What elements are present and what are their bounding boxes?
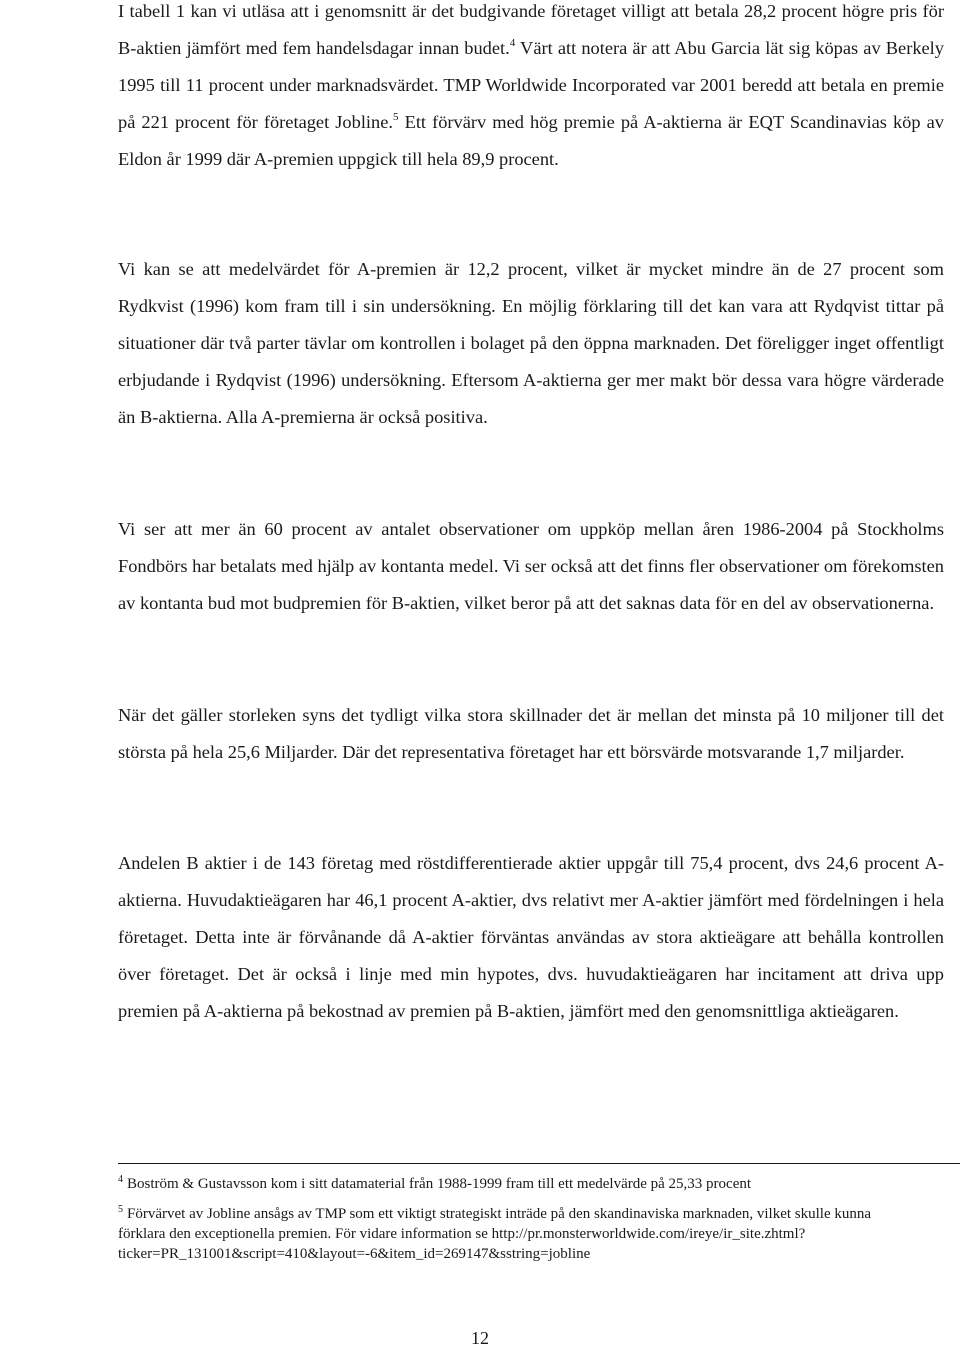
paragraph-1-text-a: I tabell 1 kan vi utläsa att i genomsnitt är det budgivande företaget villigt att betala 28,2 procent högre pris för B-aktien jämfört med fem handelsdagar innan budet.: [118, 1, 944, 58]
paragraph-4: När det gäller storleken syns det tydligt vilka stora skillnader det är mellan det minsta på 10 miljoner till det största på hela 25,6 Miljarder. Där det representativa företaget har ett börsvärde motsvarande 1,7 miljarder.: [118, 705, 944, 762]
footnote-5-number: 5: [118, 1204, 123, 1215]
page-number: 12: [471, 1328, 489, 1348]
footnote-4-text: Boström & Gustavsson kom i sitt datamaterial från 1988-1999 fram till ett medelvärde på 25,33 procent: [127, 1176, 752, 1192]
footnote-5-text: Förvärvet av Jobline ansågs av TMP som ett viktigt strategiskt inträde på den skandinaviska marknaden, vilket skulle kunna förklara den exceptionella premien. För vidare information se http://pr.monsterworldwide.com/ireye/ir_site.zhtml?ticker=PR_131001&script=410&layout=-6&item_id=269147&sstring=jobline: [118, 1206, 872, 1262]
footnote-divider: [118, 1163, 960, 1164]
paragraph-5: Andelen B aktier i de 143 företag med röstdifferentierade aktier uppgår till 75,4 procent, dvs 24,6 procent A-aktierna. Huvudaktieägaren har 46,1 procent A-aktier, dvs relativt mer A-aktier jämfört med fördelningen i hela företaget. Detta inte är förvånande då A-aktier förväntas användas av stora aktieägare att behålla kontrollen över företaget. Det är också i linje med min hypotes, dvs. huvudaktieägaren har incitament att driva upp premien på A-aktierna på bekostnad av premien på B-aktien, jämfört med den genomsnittliga aktieägaren.: [118, 853, 944, 1021]
footnote-ref-5[interactable]: 5: [393, 111, 399, 123]
paragraph-1-text-c: Ett förvärv med hög premie på A-aktierna är EQT Scandinavias köp av Eldon år 1999 där A-premien uppgick till hela 89,9 procent.: [118, 112, 944, 169]
footnote-5: [118, 1204, 918, 1264]
paragraph-1-text-b: Värt att notera är att Abu Garcia lät sig köpas av Berkely 1995 till 11 procent under marknadsvärdet. TMP Worldwide Incorporated var 2001 beredd att betala en premie på 221 procent för företaget Jobline.: [118, 38, 944, 132]
paragraph-1: [118, 0, 944, 178]
footnote-4: [118, 1174, 918, 1194]
footnotes: [118, 1174, 918, 1264]
footnote-ref-4[interactable]: 4: [509, 37, 516, 49]
footnote-4-number: 4: [118, 1174, 123, 1185]
paragraph-3: Vi ser att mer än 60 procent av antalet observationer om uppköp mellan åren 1986-2004 på Stockholms Fondbörs har betalats med hjälp av kontanta medel. Vi ser också att det finns fler observationer om förekomsten av kontanta bud mot budpremien för B-aktien, vilket beror på att det saknas data för en del av observationerna.: [118, 519, 944, 613]
paragraph-2: Vi kan se att medelvärdet för A-premien är 12,2 procent, vilket är mycket mindre än de 27 procent som Rydkvist (1996) kom fram till i sin undersökning. En möjlig förklaring till det kan vara att Rydqvist tittar på situationer där två parter tävlar om kontrollen i bolaget på den öppna marknaden. Det föreligger inget offentligt erbjudande i Rydqvist (1996) undersökning. Eftersom A-aktierna ger mer makt bör dessa vara högre värderade än B-aktierna. Alla A-premierna är också positiva.: [118, 259, 944, 427]
